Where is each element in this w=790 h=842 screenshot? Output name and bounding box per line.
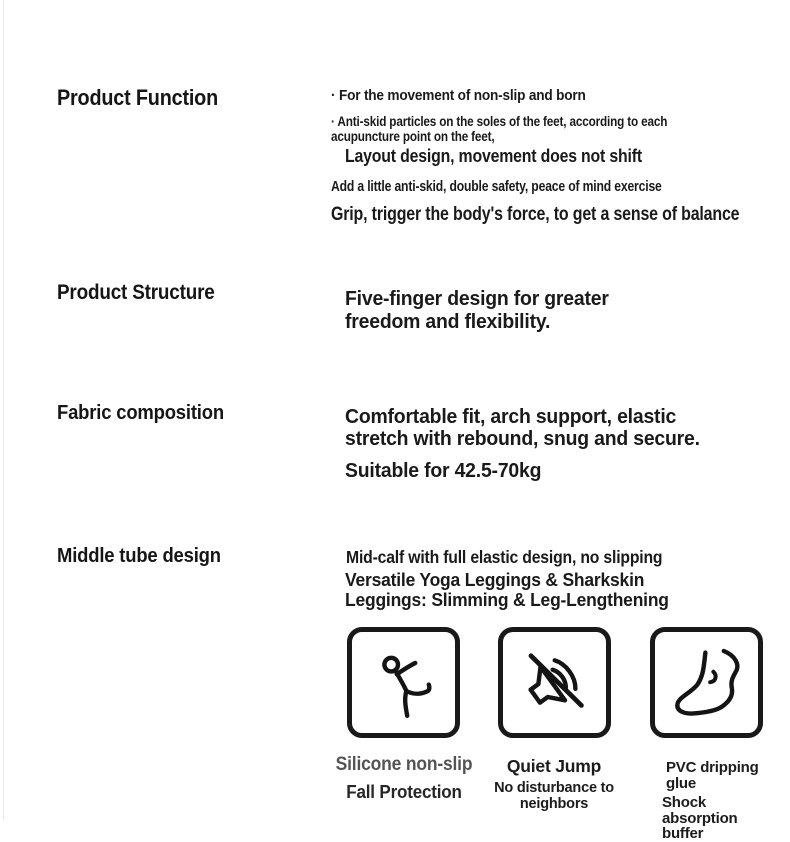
badge-subtitle-quiet-line-1: No disturbance to bbox=[494, 780, 614, 796]
middle-tube-line-3: Leggings: Slimming & Leg-Lengthening bbox=[345, 590, 669, 610]
badge-subtitle-quiet-line-2: neighbors bbox=[519, 795, 589, 812]
badge-label-silicone bbox=[323, 754, 485, 803]
product-structure-line-2: freedom and flexibility. bbox=[345, 311, 551, 333]
product-function-line-1: · For the movement of non-slip and born bbox=[331, 88, 586, 104]
middle-tube-line-1: Mid-calf with full elastic design, no slipping bbox=[346, 547, 663, 567]
badge-box-silicone bbox=[347, 627, 460, 738]
product-structure-line-1: Five-finger design for greater bbox=[345, 288, 609, 310]
foot-icon bbox=[667, 643, 747, 723]
badge-subtitle-pvc-line-2: buffer bbox=[662, 825, 704, 842]
badge-label-pvc bbox=[662, 760, 782, 842]
product-function-line-5: Add a little anti-skid, double safety, peace of mind exercise bbox=[331, 179, 662, 195]
badge-subtitle-pvc-line-1: Shock absorption bbox=[662, 794, 738, 827]
badge-subtitle-silicone: Fall Protection bbox=[346, 781, 462, 802]
badge-box-quiet bbox=[498, 627, 611, 738]
product-function-line-4: Layout design, movement does not shift bbox=[345, 146, 642, 166]
badge-label-quiet bbox=[484, 756, 624, 812]
product-function-line-2: · Anti-skid particles on the soles of the feet, according to each bbox=[331, 113, 668, 129]
fabric-composition-line-1: Comfortable fit, arch support, elastic bbox=[345, 406, 677, 428]
middle-tube-line-2: Versatile Yoga Leggings & Sharkskin bbox=[345, 570, 645, 590]
badge-title-pvc: PVC dripping glue bbox=[666, 759, 759, 792]
product-function-line-3: acupuncture point on the feet, bbox=[331, 128, 495, 144]
section-heading-product-function: Product Function bbox=[57, 85, 219, 110]
fabric-composition-line-2: stretch with rebound, snug and secure. bbox=[345, 428, 700, 450]
product-function-line-6: Grip, trigger the body's force, to get a sense of balance bbox=[331, 204, 740, 225]
section-heading-fabric-composition: Fabric composition bbox=[57, 401, 224, 424]
badge-box-pvc bbox=[650, 627, 763, 738]
section-heading-product-structure: Product Structure bbox=[57, 281, 215, 304]
badge-title-silicone: Silicone non-slip bbox=[335, 754, 473, 775]
section-heading-middle-tube-design: Middle tube design bbox=[57, 544, 221, 567]
badge-title-quiet: Quiet Jump bbox=[506, 756, 602, 776]
left-edge-line bbox=[3, 0, 4, 821]
exercise-figure-icon bbox=[364, 643, 444, 723]
fabric-composition-line-3: Suitable for 42.5-70kg bbox=[345, 460, 542, 482]
mute-speaker-icon bbox=[515, 643, 595, 723]
